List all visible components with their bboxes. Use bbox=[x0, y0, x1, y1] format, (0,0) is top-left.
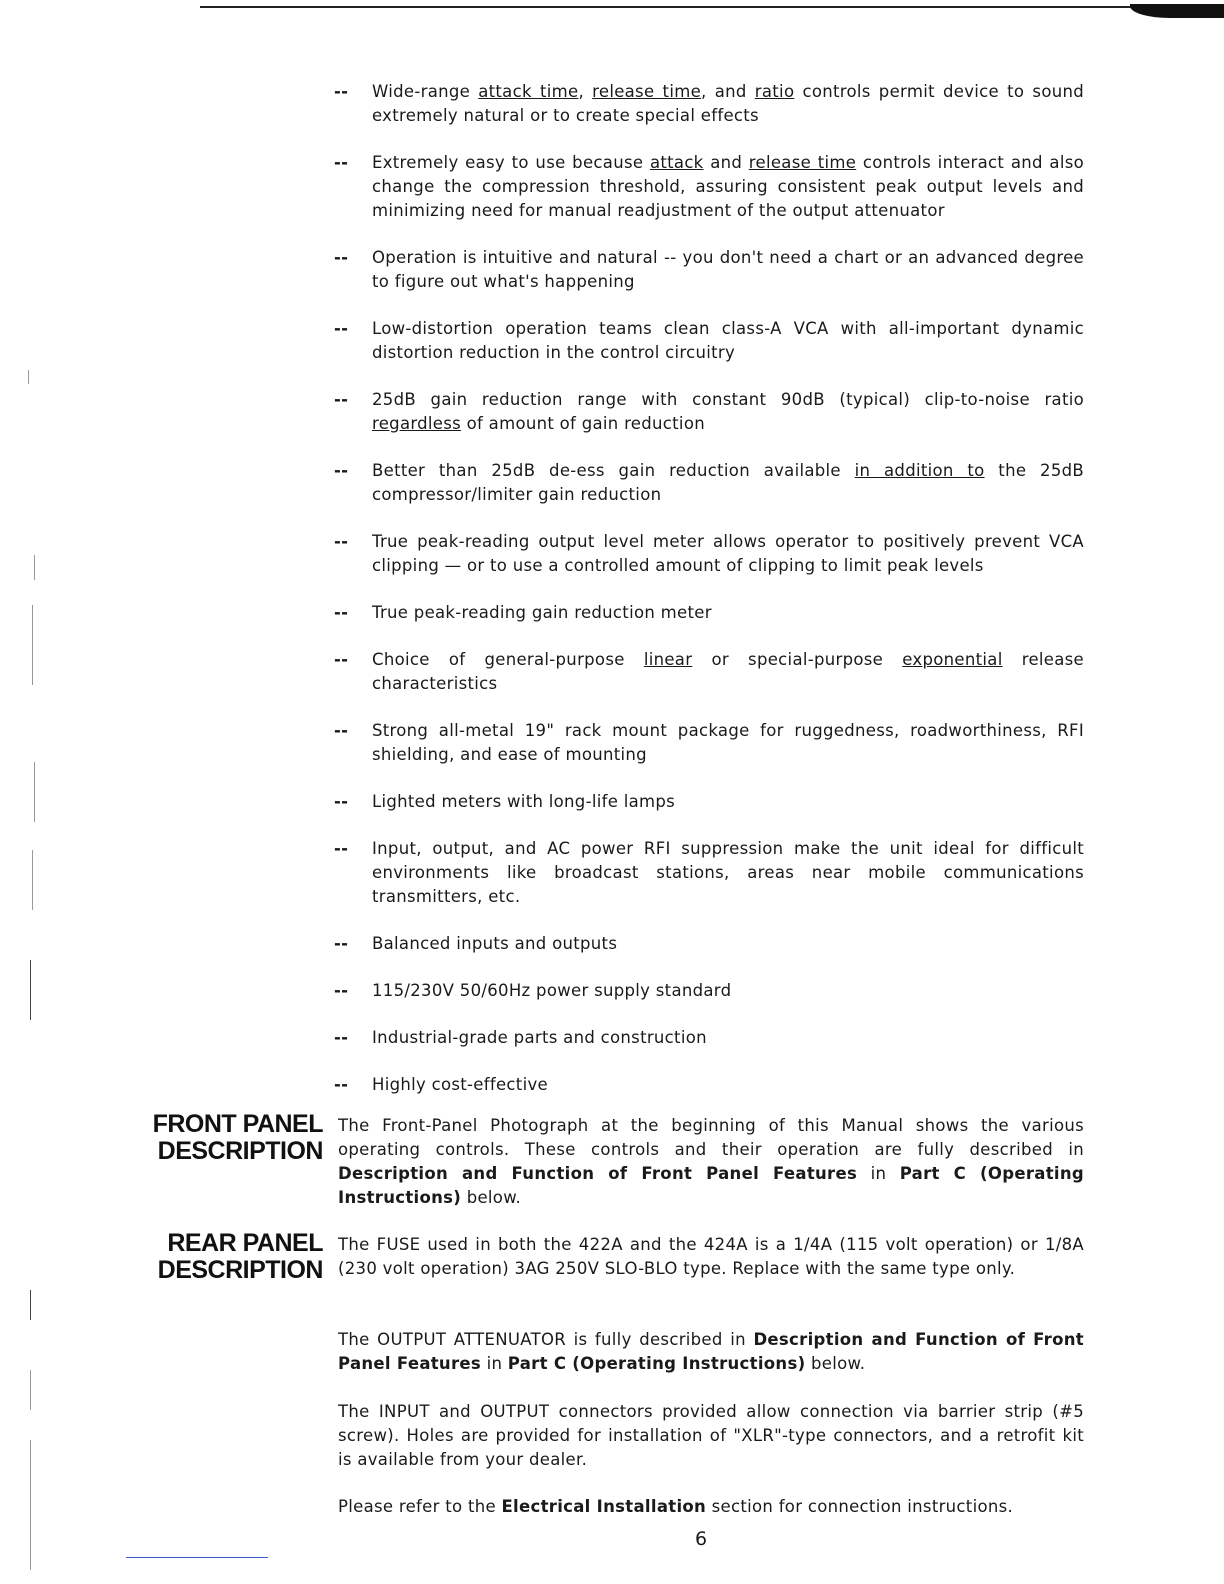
rear-panel-paragraph bbox=[338, 1233, 1084, 1281]
rear-panel-heading-line1: REAR PANEL bbox=[167, 1229, 323, 1257]
text-run: Extremely easy to use because bbox=[372, 153, 650, 172]
bullet-dash: -- bbox=[334, 650, 349, 669]
underlined-text: linear bbox=[643, 650, 693, 669]
list-item bbox=[334, 151, 1084, 223]
list-item bbox=[334, 530, 1084, 578]
text-run: 115/230V 50/60Hz power supply standard bbox=[372, 981, 732, 1000]
list-item bbox=[334, 601, 1084, 625]
bullet-dash: -- bbox=[334, 153, 349, 172]
text-run: 25dB gain reduction range with constant 90dB (typical) clip-to-noise ratio bbox=[372, 390, 1084, 409]
bullet-dash: -- bbox=[334, 390, 349, 409]
list-item bbox=[334, 979, 1084, 1003]
top-rule bbox=[200, 6, 1200, 8]
list-item bbox=[334, 388, 1084, 436]
underlined-text: release time bbox=[592, 82, 702, 101]
text-run: and bbox=[703, 153, 749, 172]
front-panel-heading-line1: FRONT PANEL bbox=[152, 1110, 323, 1138]
bullet-dash: -- bbox=[334, 82, 349, 101]
text-run: The OUTPUT ATTENUATOR is fully described in bbox=[338, 1330, 754, 1349]
text-run: Lighted meters with long-life lamps bbox=[372, 792, 676, 811]
list-item bbox=[334, 932, 1084, 956]
bold-text: Description and Function of Front Panel Features bbox=[338, 1330, 1084, 1373]
rear-panel-paragraph bbox=[338, 1400, 1084, 1472]
text-run: , and bbox=[701, 82, 755, 101]
margin-mark bbox=[32, 605, 33, 685]
bullet-dash: -- bbox=[334, 721, 349, 740]
text-run: below. bbox=[805, 1354, 866, 1373]
page-number: 6 bbox=[695, 1528, 708, 1550]
text-run: Please refer to the bbox=[338, 1497, 502, 1516]
text-run: The Front-Panel Photograph at the beginning of this Manual shows the various operating controls. These controls and their operation are fully described in bbox=[338, 1116, 1084, 1159]
list-item bbox=[334, 790, 1084, 814]
rear-panel-paragraph bbox=[338, 1495, 1084, 1519]
text-run: True peak-reading output level meter allows operator to positively prevent VCA clipping — or to use a controlled amount of clipping to limit peak levels bbox=[372, 532, 1084, 575]
margin-mark bbox=[34, 762, 35, 822]
list-item bbox=[334, 719, 1084, 767]
margin-mark bbox=[30, 960, 31, 1020]
text-run: or special-purpose bbox=[692, 650, 903, 669]
underlined-text: attack bbox=[649, 153, 704, 172]
text-run: below. bbox=[461, 1188, 522, 1207]
text-run: Wide-range bbox=[372, 82, 479, 101]
text-run: Highly cost-effective bbox=[372, 1075, 548, 1094]
bullet-dash: -- bbox=[334, 1028, 349, 1047]
list-item bbox=[334, 317, 1084, 365]
bold-text: Part C (Operating Instructions) bbox=[507, 1354, 806, 1373]
bullet-dash: -- bbox=[334, 461, 349, 480]
margin-mark bbox=[32, 850, 33, 910]
text-run: Strong all-metal 19" rack mount package for ruggedness, roadworthiness, RFI shielding, and ease of mounting bbox=[372, 721, 1084, 764]
bullet-dash: -- bbox=[334, 603, 349, 622]
text-run: controls interact and also change the compression threshold, assuring consistent peak output levels and minimizing need for manual readjustment of the output attenuator bbox=[372, 153, 1085, 220]
text-run: The FUSE used in both the 422A and the 424A is a 1/4A (115 volt operation) or 1/8A (230 volt operation) 3AG 250V SLO-BLO type. Replace with the same type only. bbox=[338, 1235, 1084, 1278]
list-item bbox=[334, 459, 1084, 507]
rear-panel-paragraph bbox=[338, 1328, 1084, 1376]
rear-panel-heading bbox=[118, 1230, 323, 1284]
bullet-dash: -- bbox=[334, 319, 349, 338]
bullet-dash: -- bbox=[334, 532, 349, 551]
underlined-text: exponential bbox=[902, 650, 1003, 669]
list-item bbox=[334, 1026, 1084, 1050]
bullet-dash: -- bbox=[334, 792, 349, 811]
bullet-dash: -- bbox=[334, 934, 349, 953]
footnote-rule bbox=[126, 1557, 268, 1558]
text-run: Balanced inputs and outputs bbox=[372, 934, 618, 953]
text-run: Operation is intuitive and natural -- you don't need a chart or an advanced degree to figure out what's happening bbox=[372, 248, 1084, 291]
bold-text: Electrical Installation bbox=[501, 1497, 707, 1516]
text-run: Industrial-grade parts and construction bbox=[372, 1028, 707, 1047]
bullet-dash: -- bbox=[334, 248, 349, 267]
text-run: Better than 25dB de-ess gain reduction available bbox=[372, 461, 855, 480]
front-panel-paragraph bbox=[338, 1114, 1084, 1210]
bullet-dash: -- bbox=[334, 1075, 349, 1094]
underlined-text: attack time bbox=[478, 82, 579, 101]
text-run: Low-distortion operation teams clean class-A VCA with all-important dynamic distortion reduction in the control circuitry bbox=[372, 319, 1084, 362]
underlined-text: regardless bbox=[372, 414, 462, 433]
text-run: The INPUT and OUTPUT connectors provided allow connection via barrier strip (#5 screw). Holes are provided for installation of "XLR"-type connectors, and a retrofit kit is available from your dealer. bbox=[338, 1402, 1084, 1469]
bullet-dash: -- bbox=[334, 981, 349, 1000]
underlined-text: ratio bbox=[754, 82, 795, 101]
list-item bbox=[334, 837, 1084, 909]
feature-list bbox=[334, 80, 1084, 1120]
underlined-text: in addition to bbox=[854, 461, 985, 480]
front-panel-heading-line2: DESCRIPTION bbox=[157, 1137, 323, 1165]
text-run: release characteristics bbox=[372, 650, 1084, 693]
text-run: Choice of general-purpose bbox=[372, 650, 644, 669]
list-item bbox=[334, 1073, 1084, 1097]
rear-panel-heading-line2: DESCRIPTION bbox=[157, 1256, 323, 1284]
margin-mark bbox=[30, 1440, 31, 1570]
text-run: of amount of gain reduction bbox=[461, 414, 705, 433]
front-panel-heading bbox=[118, 1111, 323, 1165]
margin-mark bbox=[30, 1370, 31, 1410]
margin-mark bbox=[34, 555, 35, 580]
bold-text: Description and Function of Front Panel Features bbox=[338, 1164, 858, 1183]
margin-mark bbox=[28, 370, 29, 384]
text-run: True peak-reading gain reduction meter bbox=[372, 603, 712, 622]
bold-text: Part C (Operating Instructions) bbox=[338, 1164, 1085, 1207]
text-run: controls permit device to sound extremely natural or to create special effects bbox=[372, 82, 1085, 125]
text-run: section for connection instructions. bbox=[706, 1497, 1014, 1516]
bullet-dash: -- bbox=[334, 839, 349, 858]
text-run: in bbox=[857, 1164, 900, 1183]
top-rule-cap bbox=[1130, 4, 1224, 18]
text-run: the 25dB compressor/limiter gain reduction bbox=[372, 461, 1085, 504]
text-run: Input, output, and AC power RFI suppression make the unit ideal for difficult environments like broadcast stations, areas near mobile communications transmitters, etc. bbox=[372, 839, 1084, 906]
list-item bbox=[334, 80, 1084, 128]
margin-mark bbox=[30, 1290, 31, 1320]
underlined-text: release time bbox=[748, 153, 857, 172]
list-item bbox=[334, 246, 1084, 294]
list-item bbox=[334, 648, 1084, 696]
text-run: , bbox=[578, 82, 593, 101]
text-run: in bbox=[481, 1354, 508, 1373]
